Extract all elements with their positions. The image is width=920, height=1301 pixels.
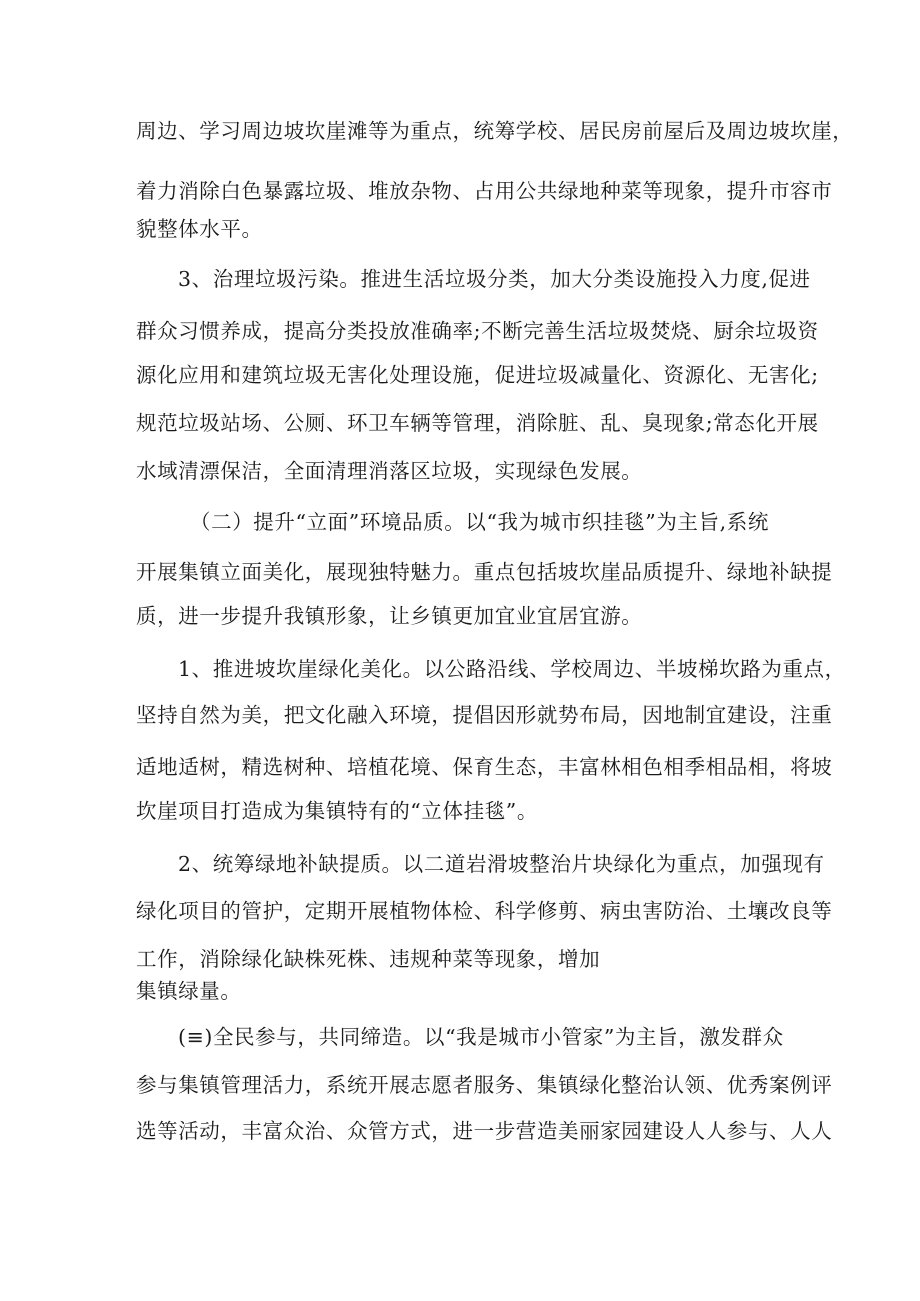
- text-line: 1、推进坡坎崖绿化美化。以公路沿线、学校周边、半坡梯坎路为重点，: [178, 657, 846, 681]
- text-line: (≡)全民参与，共同缔造。以“我是城市小管家”为主旨，激发群众: [178, 1025, 784, 1049]
- text-line: 开展集镇立面美化，展现独特魅力。重点包括坡坎崖品质提升、绿地补缺提: [136, 560, 833, 584]
- text-line: 3、治理垃圾污染。推进生活垃圾分类，加大分类设施投入力度,促进: [178, 267, 811, 291]
- text-line: 选等活动，丰富众治、众管方式，进一步营造美丽家园建设人人参与、人人: [136, 1119, 833, 1143]
- text-line: 水域清漂保洁，全面清理消落区垃圾，实现绿色发展。: [136, 459, 643, 483]
- text-line: 工作，消除绿化缺株死株、违规种菜等现象，增加: [136, 947, 601, 971]
- text-line: 集镇绿量。: [136, 979, 242, 1003]
- text-line: 规范垃圾站场、公厕、环卫车辆等管理，消除脏、乱、臭现象;常态化开展: [136, 411, 819, 435]
- text-line: （二）提升“立面”环境品质。以“我为城市织挂毯”为主旨,系统: [190, 510, 769, 534]
- text-line: 着力消除白色暴露垃圾、堆放杂物、占用公共绿地种菜等现象，提升市容市: [136, 179, 833, 203]
- text-line: 坚持自然为美，把文化融入环境，提倡因形就势布局，因地制宜建设，注重: [136, 703, 833, 727]
- text-line: 参与集镇管理活力，系统开展志愿者服务、集镇绿化整治认领、优秀案例评: [136, 1073, 833, 1097]
- text-line: 坎崖项目打造成为集镇特有的“立体挂毯”。: [136, 799, 538, 823]
- text-line: 质，进一步提升我镇形象，让乡镇更加宜业宜居宜游。: [136, 604, 643, 628]
- text-line: 貌整体水平。: [136, 217, 263, 241]
- text-line: 周边、学习周边坡坎崖滩等为重点，统筹学校、居民房前屋后及周边坡坎崖，: [136, 119, 854, 143]
- text-line: 绿化项目的管护，定期开展植物体检、科学修剪、病虫害防治、土壤改良等: [136, 899, 833, 923]
- text-line: 源化应用和建筑垃圾无害化处理设施，促进垃圾减量化、资源化、无害化;: [136, 363, 819, 387]
- text-line: 2、统筹绿地补缺提质。以二道岩滑坡整治片块绿化为重点，加强现有: [178, 852, 825, 876]
- text-line: 适地适树，精选树种、培植花境、保育生态，丰富林相色相季相品相，将坡: [136, 755, 833, 779]
- text-line: 群众习惯养成，提高分类投放准确率;不断完善生活垃圾焚烧、厨余垃圾资: [136, 319, 819, 343]
